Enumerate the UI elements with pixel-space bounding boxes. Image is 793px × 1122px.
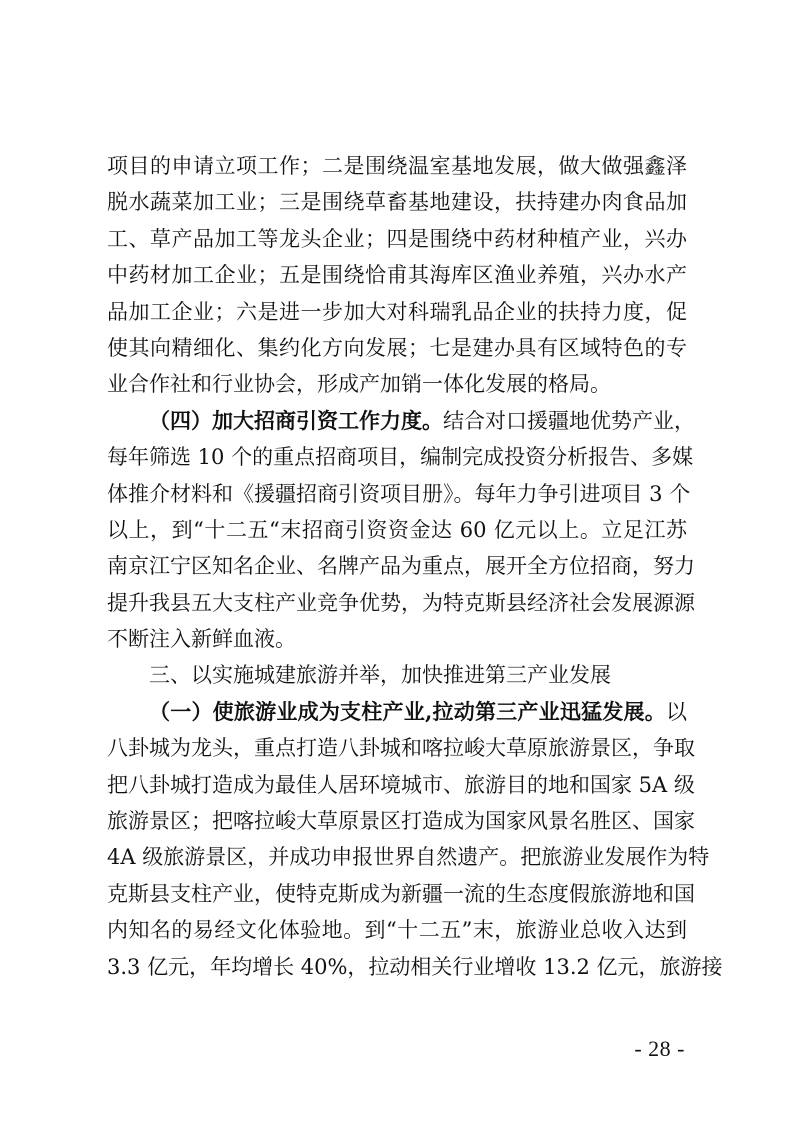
paragraph-heading: （四）加大招商引资工作力度。 bbox=[149, 407, 443, 433]
text-line: 项目的申请立项工作；二是围绕温室基地发展，做大做强鑫泽 bbox=[107, 154, 687, 178]
text-line: 把八卦城打造成为最佳人居环境城市、旅游目的地和国家 5A 级 bbox=[107, 772, 695, 797]
text-line: 克斯县支柱产业，使特克斯成为新疆一流的生态度假旅游地和国 bbox=[107, 881, 695, 906]
text-run: 以 bbox=[666, 699, 687, 724]
text-line: 南京江宁区知名企业、名牌产品为重点，展开全方位招商，努力 bbox=[107, 554, 695, 579]
text-line: 中药材加工企业；五是围绕恰甫其海库区渔业养殖，兴办水产 bbox=[107, 263, 687, 288]
text-line: 以上，到“十二五“末招商引资资金达 60 亿元以上。立足江苏 bbox=[107, 517, 687, 542]
text-run: 结合对口援疆地优势产业， bbox=[443, 408, 695, 433]
body-text bbox=[107, 148, 723, 985]
text-line: 使其向精细化、集约化方向发展；七是建办具有区域特色的专 bbox=[107, 335, 687, 360]
text-line: 提升我县五大支柱产业竞争优势，为特克斯县经济社会发展源源 bbox=[107, 590, 695, 615]
text-line: 旅游景区；把喀拉峻大草原景区打造成为国家风景名胜区、国家 bbox=[107, 809, 695, 834]
paragraph-heading-line bbox=[107, 403, 695, 439]
text-line: 3.3 亿元，年均增长 40%，拉动相关行业增收 13.2 亿元，旅游接 bbox=[107, 954, 723, 979]
text-line: 体推介材料和《援疆招商引资项目册》。每年力争引进项目 3 个 bbox=[107, 481, 691, 506]
paragraph-heading-line bbox=[107, 694, 687, 730]
text-line: 工、草产品加工等龙头企业；四是围绕中药材种植产业，兴办 bbox=[107, 226, 687, 251]
text-line: 业合作社和行业协会，形成产加销一体化发展的格局。 bbox=[107, 372, 611, 397]
text-line: 不断注入新鲜血液。 bbox=[107, 627, 296, 652]
text-line: 每年筛选 10 个的重点招商项目，编制完成投资分析报告、多媒 bbox=[107, 445, 694, 470]
section-heading: 三、以实施城建旅游并举，加快推进第三产业发展 bbox=[149, 663, 611, 688]
text-line: 内知名的易经文化体验地。到“十二五”末，旅游业总收入达到 bbox=[107, 918, 687, 943]
paragraph-heading: （一）使旅游业成为支柱产业,拉动第三产业迅猛发展。 bbox=[149, 698, 666, 724]
text-line: 品加工企业；六是进一步加大对科瑞乳品企业的扶持力度，促 bbox=[107, 299, 687, 324]
page-number: - 28 - bbox=[634, 1036, 685, 1061]
text-line: 脱水蔬菜加工业；三是围绕草畜基地建设，扶持建办肉食品加 bbox=[107, 190, 687, 215]
text-line: 八卦城为龙头，重点打造八卦城和喀拉峻大草原旅游景区，争取 bbox=[107, 736, 695, 761]
text-line: 4A 级旅游景区，并成功申报世界自然遗产。把旅游业发展作为特 bbox=[107, 845, 710, 870]
